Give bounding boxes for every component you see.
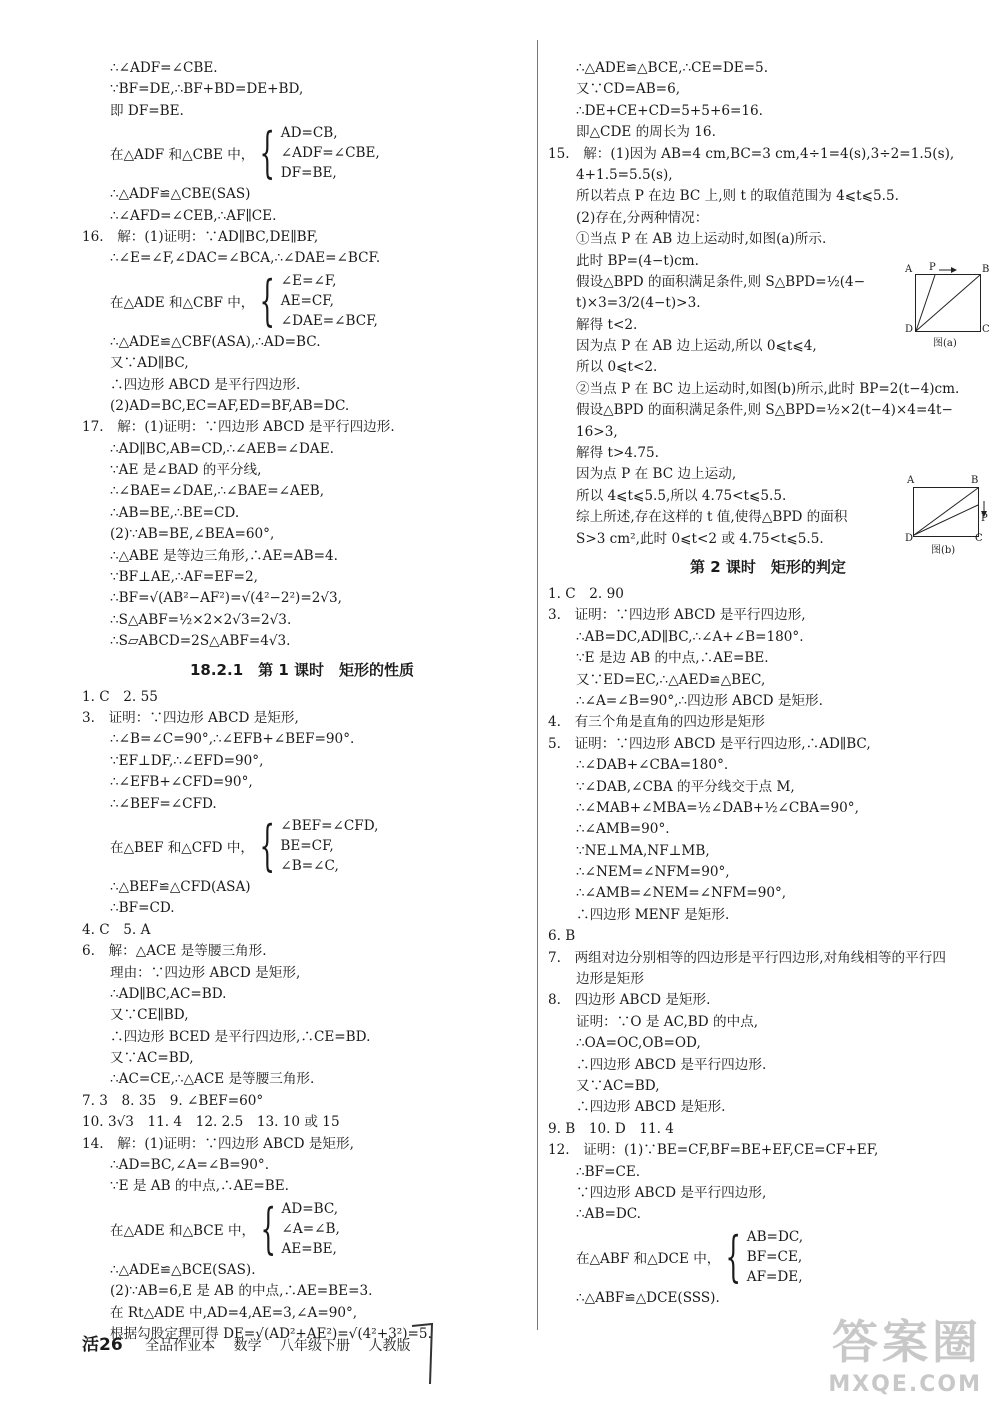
answer-line: (2)存在,分两种情况： — [576, 209, 709, 226]
answer-line: ∴∠BEF=∠CFD. — [110, 795, 217, 812]
section-heading: 第 2 课时 矩形的判定 — [690, 557, 846, 576]
system-row: AE=BE, — [281, 1240, 337, 1257]
figure-a — [905, 262, 990, 372]
fig-a-label-p: P — [929, 262, 936, 273]
answer-line: S>3 cm²,此时 0⩽t<2 或 4.75<t⩽5.5. — [576, 530, 824, 547]
system-intro: 在△ADE 和△BCE 中， — [110, 1222, 256, 1239]
answer-line: ∴AD=BC,∠A=∠B=90°. — [110, 1157, 270, 1174]
answer-line: ∴△ABF≌△DCE(SSS). — [576, 1289, 720, 1306]
answer-line: ∵AE 是∠BAD 的平分线, — [110, 462, 262, 479]
answer-line: ∴四边形 BCED 是平行四边形,∴CE=BD. — [110, 1028, 371, 1045]
system-row: ∠BEF=∠CFD, — [280, 817, 379, 834]
equation-system — [82, 813, 522, 877]
answer-line: ∴AB=DC,AD∥BC,∴∠A+∠B=180°. — [576, 628, 804, 645]
answer-line: ∴BF=CE. — [576, 1163, 641, 1180]
answer-line: ∴S△ABF=½×2×2√3=2√3. — [110, 611, 292, 628]
answer-line: ∴∠EFB+∠CFD=90°, — [110, 774, 253, 791]
answer-line: (2)∵AB=BE,∠BEA=60°, — [110, 526, 275, 543]
answer-line: ∴∠AFD=∠CEB,∴AF∥CE. — [110, 207, 277, 224]
brace-symbol: { — [260, 1196, 277, 1260]
answer-line: ∴四边形 ABCD 是平行四边形. — [576, 1056, 767, 1073]
answer-line: 即 DF=BE. — [110, 102, 184, 119]
brace-symbol: { — [259, 268, 276, 332]
answer-line: 解得 t<2. — [576, 316, 638, 333]
answer-line: 假设△BPD 的面积满足条件,则 S△BPD=½(4− — [576, 273, 866, 290]
answer-line: ∴BF=√(AB²−AF²)=√(4²−2²)=2√3, — [110, 590, 342, 607]
system-row: AD=BC, — [281, 1200, 339, 1217]
watermark — [828, 1306, 982, 1397]
equation-system — [82, 123, 522, 183]
answer-line: ∴AB=BE,∴BE=CD. — [110, 504, 240, 521]
answer-line: ∴△ADE≌△CBF(ASA),∴AD=BC. — [110, 333, 321, 350]
answer-line: 4. 有三个角是直角的四边形是矩形 — [548, 714, 765, 731]
answer-line: (2)AD=BC,EC=AF,ED=BF,AB=DC. — [110, 397, 350, 414]
answer-line: ∴S▱ABCD=2S△ABF=4√3. — [110, 633, 291, 650]
answer-line: ∴四边形 ABCD 是矩形. — [576, 1099, 726, 1116]
answer-line: 所以若点 P 在边 BC 上,则 t 的取值范围为 4⩽t⩽5.5. — [576, 188, 899, 205]
answer-line: t)×3=3/2(4−t)>3. — [576, 295, 701, 312]
brace-symbol: { — [725, 1224, 742, 1288]
pen-mark — [410, 1320, 440, 1390]
answer-line: ∴∠MAB+∠MBA=½∠DAB+½∠CBA=90°, — [576, 799, 859, 816]
answer-line: (2)∵AB=6,E 是 AB 的中点,∴AE=BE=3. — [110, 1283, 373, 1300]
answer-line: 在 Rt△ADE 中,AD=4,AE=3,∠A=90°, — [110, 1304, 358, 1321]
answer-line: ①当点 P 在 AB 边上运动时,如图(a)所示. — [576, 231, 827, 248]
system-row: AF=DE, — [746, 1268, 803, 1285]
answer-line: 9. B 10. D 11. 4 — [548, 1120, 674, 1137]
answer-line: ∴△BEF≌△CFD(ASA) — [110, 878, 251, 895]
answer-line: 4. C 5. A — [82, 921, 151, 938]
system-row: ∠E=∠F, — [280, 272, 337, 289]
answer-line: ∴AB=DC. — [576, 1206, 641, 1223]
answer-line: 12. 证明：(1)∵BE=CF,BF=BE+EF,CE=CF+EF, — [548, 1142, 879, 1159]
answer-line: ∴∠NEM=∠NFM=90°, — [576, 864, 730, 881]
answer-line: 因为点 P 在 AB 边上运动,所以 0⩽t⩽4, — [576, 338, 817, 355]
answer-line: ∴∠DAB+∠CBA=180°. — [576, 757, 729, 774]
answer-line: 3. 证明：∵四边形 ABCD 是平行四边形, — [548, 607, 806, 624]
fig-a-caption: 图(a) — [933, 338, 957, 349]
answer-line: ∵EF⊥DF,∴∠EFD=90°, — [110, 752, 264, 769]
answer-line: ∴OA=OC,OB=OD, — [576, 1035, 701, 1052]
fig-a-label-a: A — [905, 264, 913, 275]
system-intro: 在△ABF 和△DCE 中， — [576, 1250, 721, 1267]
brace-symbol: { — [259, 813, 275, 877]
answer-line: 7. 3 8. 35 9. ∠BEF=60° — [82, 1092, 264, 1109]
answer-line: ∴△ADE≌△BCE(SAS). — [110, 1261, 256, 1278]
answer-line: ∴△ADE≌△BCE,∴CE=DE=5. — [576, 60, 769, 76]
left-column — [82, 58, 522, 1345]
brace-symbol: { — [259, 121, 276, 185]
answer-line: ∵BF=DE,∴BF+BD=DE+BD, — [110, 81, 304, 98]
answer-line: 又∵ED=EC,∴△AED≌△BEC, — [576, 671, 766, 688]
answer-line: 5. 证明：∵四边形 ABCD 是平行四边形,∴AD∥BC, — [548, 735, 871, 752]
answer-line: 6. 解：△ACE 是等腰三角形. — [82, 943, 267, 960]
answer-line: 假设△BPD 的面积满足条件,则 S△BPD=½×2(t−4)×4=4t− — [576, 402, 953, 419]
answer-line: 所以 0⩽t<2. — [576, 359, 658, 376]
column-divider — [537, 40, 538, 1330]
answer-line: 综上所述,存在这样的 t 值,使得△BPD 的面积 — [576, 509, 848, 526]
system-row: ∠DAE=∠BCF, — [280, 312, 378, 329]
answer-line: 又∵CE∥BD, — [110, 1007, 189, 1024]
answer-line: ∴△ADF≌△CBE(SAS) — [110, 186, 251, 203]
system-row: BE=CF, — [280, 837, 334, 854]
answer-line: 解得 t>4.75. — [576, 445, 659, 462]
answer-line: 证明：∵O 是 AC,BD 的中点, — [576, 1013, 759, 1030]
answer-line: ∴△ABE 是等边三角形,∴AE=AB=4. — [110, 547, 338, 564]
system-row: AD=CB, — [280, 125, 338, 142]
answer-line: ∴∠ADF=∠CBE. — [110, 60, 218, 76]
answer-line: ∴∠AMB=90°. — [576, 821, 670, 838]
equation-system — [82, 1196, 522, 1260]
answer-line: 1. C 2. 90 — [548, 585, 624, 602]
answer-line: 1. C 2. 55 — [82, 688, 158, 705]
answer-line: 又∵AC=BD, — [576, 1077, 660, 1094]
answer-line: 理由：∵四边形 ABCD 是矩形, — [110, 964, 301, 981]
answer-line: ∵E 是边 AB 的中点,∴AE=BE. — [576, 650, 769, 667]
fig-a-label-c: C — [982, 324, 990, 335]
answer-line: 4+1.5=5.5(s), — [576, 166, 673, 183]
answer-line: 即△CDE 的周长为 16. — [576, 124, 716, 141]
answer-line: 所以 4⩽t⩽5.5,所以 4.75<t⩽5.5. — [576, 487, 787, 504]
system-row: ∠A=∠B, — [281, 1220, 340, 1237]
section-heading: 18.2.1 第 1 课时 矩形的性质 — [189, 660, 415, 679]
answer-line: ∴DE+CE+CD=5+5+6=16. — [576, 102, 764, 119]
equation-system — [82, 268, 522, 332]
fig-b-label-a: A — [907, 475, 915, 486]
answer-line: 10. 3√3 11. 4 12. 2.5 13. 10 或 15 — [82, 1114, 340, 1131]
figure-b — [905, 475, 990, 565]
fig-b-label-c: C — [975, 533, 983, 544]
answer-line: ∴∠E=∠F,∠DAC=∠BCA,∴∠DAE=∠BCF. — [110, 250, 381, 267]
watermark-title: 答案圈 — [832, 1315, 982, 1369]
answer-line: ∵∠DAB,∠CBA 的平分线交于点 M, — [576, 778, 795, 795]
fig-b-label-d: D — [905, 533, 914, 544]
answer-line: ∴∠AMB=∠NEM=∠NFM=90°, — [576, 885, 787, 902]
system-intro: 在△ADF 和△CBE 中， — [110, 147, 255, 164]
system-row: AE=CF, — [280, 292, 334, 309]
answer-line: 16>3, — [576, 423, 618, 440]
answer-line: 又∵AD∥BC, — [110, 355, 189, 372]
fig-b-label-p: P — [981, 513, 988, 524]
fig-b-caption: 图(b) — [931, 545, 956, 556]
answer-line: 又∵AC=BD, — [110, 1050, 194, 1067]
footer-book-title: 全品作业本 — [145, 1338, 216, 1354]
fig-a-label-b: B — [982, 264, 990, 275]
answer-line: ∴∠BAE=∠DAE,∴∠BAE=∠AEB, — [110, 483, 325, 500]
answer-line: 根据勾股定理可得 DE=√(AD²+AE²)=√(4²+3²)=5. — [110, 1325, 432, 1342]
answer-line: ∴BF=CD. — [110, 900, 175, 917]
system-row: ∠B=∠C, — [280, 857, 339, 874]
system-intro: 在△BEF 和△CFD 中， — [110, 839, 255, 856]
system-row: AB=DC, — [746, 1228, 804, 1245]
right-column — [548, 58, 988, 1309]
answer-line: 8. 四边形 ABCD 是矩形. — [548, 992, 711, 1009]
answer-line: ∵NE⊥MA,NF⊥MB, — [576, 842, 710, 859]
watermark-url: MXQE.COM — [828, 1372, 982, 1397]
answer-line: 6. B — [548, 928, 576, 945]
answer-line: ∴∠A=∠B=90°,∴四边形 ABCD 是矩形. — [576, 692, 823, 709]
answer-line: 14. 解：(1)证明：∵四边形 ABCD 是矩形, — [82, 1135, 354, 1152]
answer-line: 15. 解：(1)因为 AB=4 cm,BC=3 cm,4÷1=4(s),3÷2=1.5(s), — [548, 145, 955, 162]
answer-line: 17. 解：(1)证明：∵四边形 ABCD 是平行四边形. — [82, 419, 395, 436]
fig-b-label-b: B — [971, 475, 979, 486]
answer-line: 因为点 P 在 BC 边上运动, — [576, 466, 737, 483]
answer-line: 边形是矩形 — [576, 971, 644, 988]
footer-edition: 人教版 — [368, 1338, 411, 1354]
answer-line: ∴四边形 MENF 是矩形. — [576, 906, 730, 923]
answer-line: 7. 两组对边分别相等的四边形是平行四边形,对角线相等的平行四 — [548, 949, 946, 966]
answer-line: ∴AD∥BC,AC=BD. — [110, 985, 227, 1002]
answer-line: ∴四边形 ABCD 是平行四边形. — [110, 376, 301, 393]
answer-line: 16. 解：(1)证明：∵AD∥BC,DE∥BF, — [82, 228, 319, 245]
answer-line: ∵E 是 AB 的中点,∴AE=BE. — [110, 1178, 289, 1195]
page-number: 活26 — [82, 1335, 123, 1355]
footer-grade: 八年级下册 — [280, 1338, 351, 1354]
answer-line: ∴∠B=∠C=90°,∴∠EFB+∠BEF=90°. — [110, 731, 355, 748]
system-row: BF=CE, — [746, 1248, 803, 1265]
answer-line: ∵BF⊥AE,∴AF=EF=2, — [110, 569, 258, 586]
answer-line: 又∵CD=AB=6, — [576, 81, 681, 98]
system-intro: 在△ADE 和△CBF 中， — [110, 294, 255, 311]
fig-a-label-d: D — [905, 324, 914, 335]
system-row: DF=BE, — [280, 165, 337, 182]
figure-a-lines — [905, 262, 990, 372]
footer-subject: 数学 — [233, 1338, 262, 1354]
answer-line: ∴AD∥BC,AB=CD,∴∠AEB=∠DAE. — [110, 440, 334, 457]
answer-line: ∵四边形 ABCD 是平行四边形, — [576, 1184, 767, 1201]
page-footer — [82, 1330, 424, 1355]
answer-line: 3. 证明：∵四边形 ABCD 是矩形, — [82, 709, 299, 726]
answer-line: ∴AC=CE,∴△ACE 是等腰三角形. — [110, 1071, 315, 1088]
equation-system — [548, 1224, 988, 1288]
system-row: ∠ADF=∠CBE, — [280, 145, 380, 162]
answer-line: ②当点 P 在 BC 边上运动时,如图(b)所示,此时 BP=2(t−4)cm. — [576, 380, 960, 397]
answer-line: 此时 BP=(4−t)cm. — [576, 252, 699, 269]
